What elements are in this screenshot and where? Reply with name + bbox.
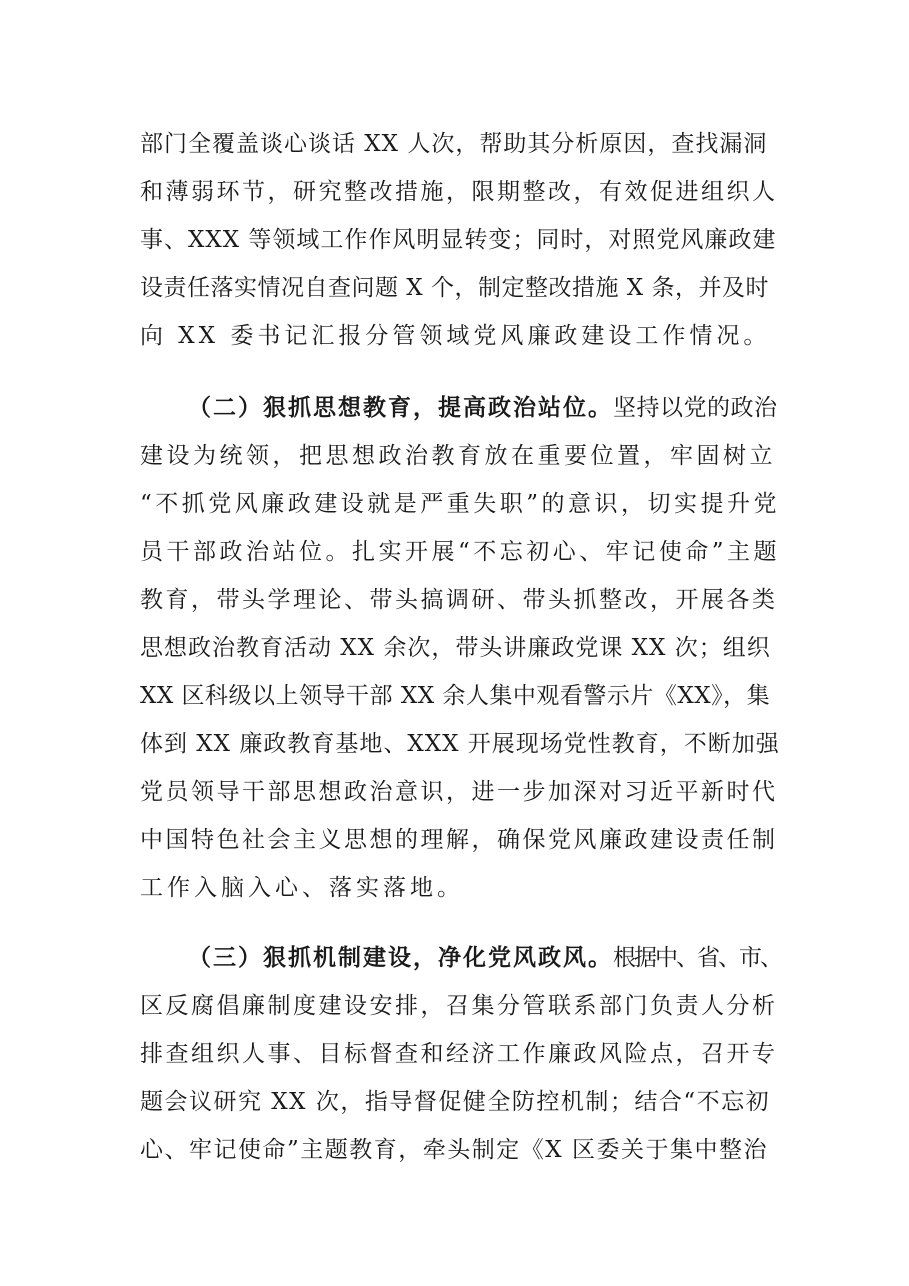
paragraph-2-first-text: 坚持以党的政治 (613, 395, 778, 421)
paragraph-2-line-11: 工作入脑入心、落实落地。 (140, 875, 464, 901)
paragraph-1-line-5: 向 XX 委书记汇报分管领域党风廉政建设工作情况。 (140, 323, 771, 349)
paragraph-1-line-3: 事、XXX 等领域工作作风明显转变；同时，对照党风廉政建 (140, 227, 777, 253)
paragraph-1-line-4: 设责任落实情况自查问题 X 个，制定整改措施 X 条，并及时 (140, 275, 769, 301)
paragraph-1-line-2: 和薄弱环节，研究整改措施，限期整改，有效促进组织人 (140, 179, 778, 205)
paragraph-2-line-7: XX 区科级以上领导干部 XX 余人集中观看警示片《XX》，集 (140, 683, 771, 709)
paragraph-3-first-text: 根据中、省、市、 (613, 945, 781, 971)
paragraph-2-line-6: 思想政治教育活动 XX 余次，带头讲廉政党课 XX 次；组织 (140, 635, 771, 661)
paragraph-2-line-8: 体到 XX 廉政教育基地、XXX 开展现场党性教育，不断加强 (140, 731, 780, 757)
paragraph-2-line-5: 教育，带头学理论、带头搞调研、带头抓整改，开展各类 (140, 587, 778, 613)
paragraph-3-heading: （三）狠抓机制建设，净化党风政风。 (188, 944, 613, 971)
paragraph-3-line-4: 题会议研究 XX 次，指导督促健全防控机制；结合“不忘初 (140, 1089, 771, 1115)
paragraph-2-line-3: “不抓党风廉政建设就是严重失职”的意识，切实提升党 (140, 491, 781, 517)
paragraph-3-line-2: 区反腐倡廉制度建设安排，召集分管联系部门负责人分析 (140, 993, 778, 1019)
paragraph-3-line-5: 心、牢记使命”主题教育，牵头制定《X 区委关于集中整治 (140, 1137, 768, 1163)
paragraph-3-line-1 (188, 942, 780, 974)
paragraph-2-heading: （二）狠抓思想教育，提高政治站位。 (188, 394, 613, 421)
paragraph-3-line-3: 排查组织人事、目标督查和经济工作廉政风险点，召开专 (140, 1041, 778, 1067)
paragraph-2-line-2: 建设为统领，把思想政治教育放在重要位置，牢固树立 (140, 443, 776, 469)
paragraph-2-line-9: 党员领导干部思想政治意识，进一步加深对习近平新时代 (140, 779, 778, 805)
paragraph-1-line-1: 部门全覆盖谈心谈话 XX 人次，帮助其分析原因，查找漏洞 (140, 131, 768, 157)
paragraph-2-line-4: 员干部政治站位。扎实开展“不忘初心、牢记使命”主题 (140, 539, 781, 565)
paragraph-2-line-10: 中国特色社会主义思想的理解，确保党风廉政建设责任制 (140, 827, 778, 853)
paragraph-2-line-1 (188, 392, 780, 424)
